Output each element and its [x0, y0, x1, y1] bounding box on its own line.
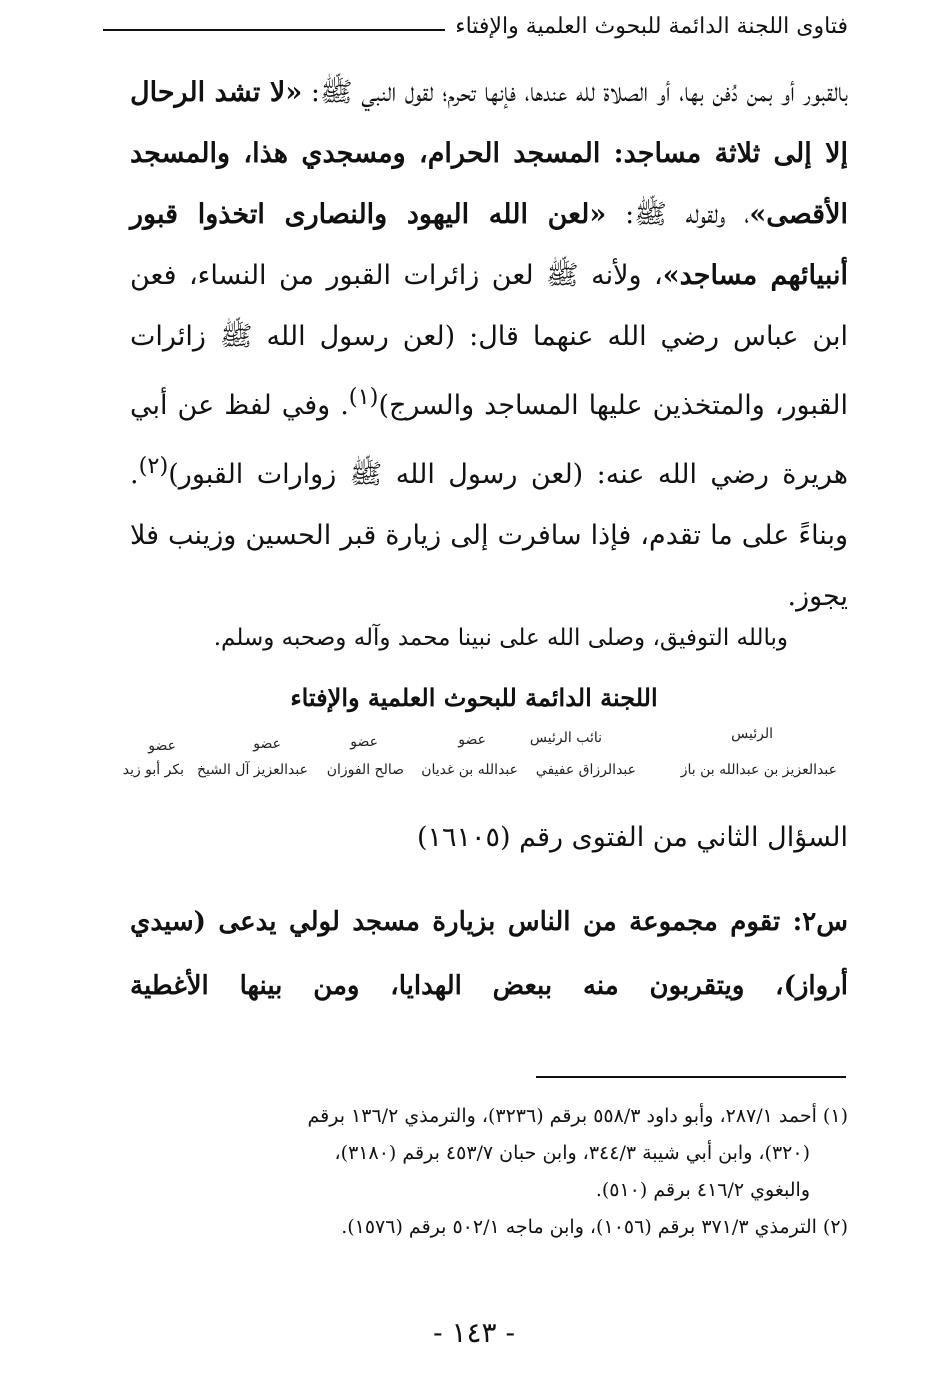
signature-name: عبدالعزيز آل الشيخ — [196, 762, 308, 778]
signature-role: الرئيس — [731, 726, 773, 742]
page-number: - ١٤٣ - — [433, 1316, 515, 1349]
answer-text-part: ، ولقوله ﷺ: — [606, 199, 750, 230]
signature-roles — [113, 722, 848, 762]
footnote-ref: (٢) — [138, 453, 169, 479]
signature-role: عضو — [253, 736, 281, 752]
question-text: س٢: تقوم مجموعة من الناس بزيارة مسجد لولي يدعى (سيدي أرواز)، ويتقربون منه ببعض الهدايا، ومن بينها الأغطية — [130, 907, 848, 1001]
question-number-line: السؤال الثاني من الفتوى رقم (١٦١٠٥) — [416, 822, 848, 853]
footnote-2: (٢) الترمذي ٣٧١/٣ برقم (١٠٥٦)، وابن ماجه ٥٠٢/١ برقم (١٥٧٦). — [341, 1216, 848, 1238]
committee-name: اللجنة الدائمة للبحوث العلمية والإفتاء — [290, 683, 658, 712]
footnote-1-line: (١) أحمد ٢٨٧/١، وأبو داود ٥٥٨/٣ برقم (٣٢٣٦)، والترمذي ١٣٦/٢ برقم — [307, 1105, 848, 1127]
answer-text-part: . وفي لفظ عن أبي هريرة رضي الله عنه: (لعن رسول الله ﷺ زوارات القبور) — [130, 390, 848, 490]
signature-name: عبدالرزاق عفيفي — [535, 762, 636, 778]
answer-text-part: بالقبور أو بمن دُفن بها، أو الصلاة لله عندها، فإنها تحرم؛ لقول النبي ﷺ: — [302, 77, 848, 108]
footnote-1-line: (٣٢٠)، وابن أبي شيبة ٣٤٤/٣، وابن حبان ٤٥٣/٧ برقم (٣١٨٠)، — [334, 1142, 810, 1164]
signature-name: عبدالله بن غديان — [421, 762, 518, 778]
signature-name: عبدالعزيز بن عبدالله بن باز — [680, 762, 837, 778]
running-header-title: فتاوى اللجنة الدائمة للبحوث العلمية والإفتاء — [455, 14, 848, 39]
signature-role: عضو — [148, 738, 176, 754]
hadith-quote: «لعن الله اليهود والنصارى اتخذوا قبور أنبيائهم مساجد» — [130, 199, 848, 291]
fatwa-answer-text — [130, 62, 848, 627]
header-rule — [103, 29, 445, 31]
running-header — [103, 14, 848, 39]
signature-name: بكر أبو زيد — [122, 762, 184, 778]
closing-line: وبالله التوفيق، وصلى الله على نبينا محمد وآله وصحبه وسلم. — [213, 625, 788, 651]
signature-role: نائب الرئيس — [529, 730, 602, 746]
hadith-quote: «لا تشد الرحال إلا إلى ثلاثة مساجد: المسجد الحرام، ومسجدي هذا، والمسجد الأقصى» — [130, 77, 848, 230]
footnote-separator — [536, 1076, 846, 1078]
answer-text-part: . وبناءً على ما تقدم، فإذا سافرت إلى زيارة قبر الحسين وزينب فلا يجوز. — [130, 459, 848, 612]
footnote-ref: (١) — [348, 384, 379, 410]
signature-role: عضو — [458, 732, 486, 748]
signature-role: عضو — [350, 734, 378, 750]
answer-text-part: ، ولأنه ﷺ لعن زائرات القبور من النساء، فعن ابن عباس رضي الله عنهما قال: (لعن رسول الله ﷺ زائرات القبور، والمتخذين عليها المساجد والسرج) — [130, 260, 848, 421]
footnote-1-line: والبغوي ٤١٦/٢ برقم (٥١٠). — [595, 1179, 810, 1201]
footnotes — [118, 1098, 848, 1246]
signature-names — [113, 762, 848, 786]
signature-name: صالح الفوزان — [326, 762, 404, 778]
